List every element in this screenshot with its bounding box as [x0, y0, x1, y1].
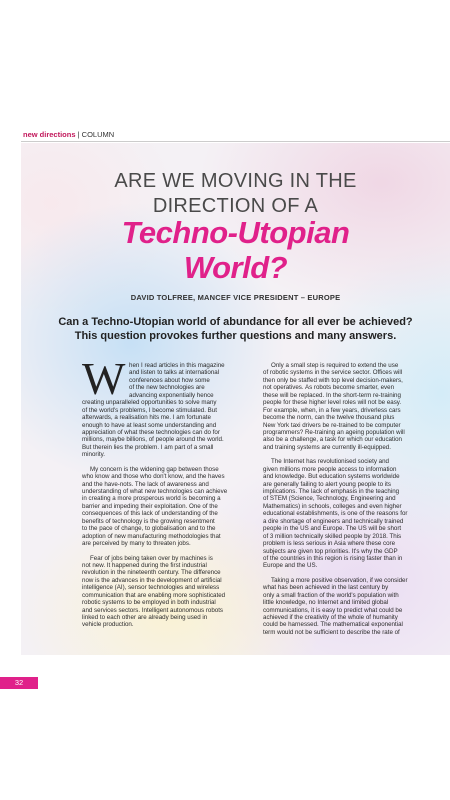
- section-label: new directions: [23, 130, 76, 139]
- body-text-line: people in the US and Europe. The US will be short: [263, 525, 402, 533]
- body-text-line: Only a small step is required to extend the use: [271, 362, 399, 369]
- body-text-line: not operatives. As robots become smarter, even: [263, 384, 395, 392]
- paragraph-gap: [82, 548, 242, 555]
- column-label: COLUMN: [81, 130, 115, 139]
- body-text-line: in creating a more prosperous world is becoming a: [82, 495, 221, 503]
- standfirst-line-2: This question provokes further questions and many answers.: [74, 330, 397, 342]
- paragraph-gap: [263, 570, 423, 577]
- body-text-line: and the have-nots. The lack of awareness and: [82, 480, 209, 488]
- body-text-line: of 3 million technically skilled people by 2018. This: [263, 532, 402, 540]
- body-text-line: subjects are given top priorities. It's why the GDP: [263, 547, 398, 555]
- body-text-line: Europe and the US.: [263, 562, 318, 570]
- body-text-line: conferences about how some: [129, 376, 210, 384]
- body-text-line: appreciation of what these technologies can do for: [82, 428, 220, 436]
- body-text-line: Mathematics) in schools, colleges and even higher: [263, 502, 402, 510]
- body-text-line: robotic systems to be employed in both industrial: [82, 599, 216, 607]
- body-text-line: consequences of this lack of understanding of the: [82, 510, 218, 518]
- body-text-line: now is the advances in the development of artificial: [82, 576, 222, 584]
- body-text-line: these will be replaced. In the short-term re-training: [263, 391, 401, 399]
- body-text-line: and knowledge. But education systems worldwide: [263, 473, 400, 481]
- body-text-line: barrier and impeding their exploitation. One of the: [82, 502, 218, 510]
- body-text-line: could be harnessed. The mathematical exponential: [263, 621, 403, 629]
- standfirst-line-1: Can a Techno-Utopian world of abundance for all ever be achieved?: [58, 316, 413, 328]
- body-text-line: programmers? Re-training an ageing population will: [263, 428, 405, 436]
- article-column-right: [263, 362, 423, 636]
- body-text-line: enough to have at least some understanding and: [82, 421, 217, 429]
- body-text-line: then only be staffed with top level decision-makers,: [263, 376, 403, 384]
- title-line-2: DIRECTION OF A: [152, 195, 319, 217]
- paragraph-gap: [82, 459, 242, 466]
- body-text-line: advancing exponentially hence: [129, 391, 214, 399]
- article-column-left: [82, 362, 242, 629]
- body-text-line: of the countries in this region is rising faster than in: [263, 554, 403, 562]
- body-text-line: educational establishments, is one of the reasons for: [263, 510, 408, 518]
- body-text-line: linked to each other are already being used in: [82, 614, 208, 621]
- body-text-line: The Internet has revolutionised society and: [271, 458, 389, 466]
- body-text-line: are generally failing to alert young people to its: [263, 480, 391, 488]
- body-text-line: little knowledge, no Internet and limited global: [263, 599, 389, 607]
- body-text-line: are perceived by many to threaten jobs.: [82, 540, 191, 548]
- body-text-line: intelligence (AI), sensor technologies and wireless: [82, 584, 220, 592]
- body-text-line: become the norm, can the twelve thousand plus: [263, 414, 395, 422]
- body-text-line: communication that are enabling more sophisticated: [82, 591, 226, 599]
- body-text-line: Taking a more positive observation, if we consider: [271, 576, 408, 584]
- body-text-line: of STEM (Science, Technology, Engineering and: [263, 495, 396, 503]
- body-text-line: understanding of what new technologies can achieve: [82, 488, 228, 495]
- body-text-line: benefits of technology is the growing resentment: [82, 517, 215, 525]
- body-text-line: adoption of new manufacturing methodologies that: [82, 532, 221, 540]
- body-text-line: and listen to talks at international: [129, 369, 220, 377]
- body-text-line: For example, when, in a few years, driverless cars: [263, 406, 401, 414]
- body-text-line: to the pace of change, to globalisation and to the: [82, 525, 216, 533]
- body-text-line: who know and those who don't know, and the haves: [82, 473, 225, 481]
- body-text-line: creating unparalleled opportunities to solve many: [82, 399, 217, 407]
- title-line-1: ARE WE MOVING IN THE: [114, 170, 357, 192]
- section-separator: |: [77, 130, 80, 139]
- title-highlight-line-1: Techno-Utopian: [121, 215, 350, 250]
- body-text-line: Fear of jobs being taken over by machines is: [90, 554, 213, 562]
- body-text-line: and services sectors. Intelligent autonomous robots: [82, 606, 224, 614]
- body-text-line: New York taxi drivers be re-trained to be computer: [263, 421, 401, 429]
- page-number: 32: [14, 678, 24, 687]
- body-text-line: problem is less serious in Asia where these core: [263, 540, 396, 548]
- paragraph-gap: [263, 451, 423, 458]
- body-text-line: afterwards, a realisation hits me. I am fortunate: [82, 414, 211, 422]
- body-text-line: also be a challenge, a task for which our education: [263, 436, 402, 444]
- body-text-line: revolution in the nineteenth century. The difference: [82, 569, 221, 577]
- body-text-line: people for these higher level roles will not be easy.: [263, 399, 402, 407]
- body-text-line: of the new technologies are: [129, 384, 205, 392]
- body-text-line: and training systems are currently ill-equipped.: [263, 443, 391, 451]
- body-text-line: given millions more people access to information: [263, 465, 397, 473]
- title-highlight-line-2: World?: [183, 250, 288, 285]
- author-byline: DAVID TOLFREE, MANCEF VICE PRESIDENT – EUROPE: [130, 293, 341, 302]
- body-text-line: communications, it is easy to predict what could be: [263, 606, 403, 614]
- drop-cap: W: [82, 353, 126, 404]
- body-text-line: only a small fraction of the world's population with: [263, 591, 399, 599]
- body-text-line: achieved if the creativity of the whole of humanity: [263, 614, 398, 621]
- body-text-line: My concern is the widening gap between those: [90, 465, 219, 473]
- body-text-line: a dire shortage of engineers and technically trained: [263, 517, 404, 525]
- header-divider: [21, 141, 450, 142]
- body-text-line: implications. The lack of emphasis in the teaching: [263, 488, 400, 495]
- body-text-line: term would not be sufficient to describe the rate of: [263, 628, 400, 636]
- body-text-line: not new. It happened during the first industrial: [82, 561, 207, 569]
- body-text-line: what has been achieved in the last century by: [263, 584, 389, 592]
- body-text-line: millions, maybe billions, of people around the world.: [82, 436, 224, 444]
- body-text-line: of the world's problems, I become stimulated. But: [82, 406, 217, 414]
- body-text-line: hen I read articles in this magazine: [129, 362, 225, 369]
- section-header: [23, 130, 114, 139]
- body-text-line: minority.: [82, 451, 105, 459]
- body-text-line: vehicle production.: [82, 621, 134, 629]
- body-text-line: of robotic systems in the service sector. Offices will: [263, 369, 403, 377]
- body-text-line: But therein lies the problem. I am part of a small: [82, 443, 214, 451]
